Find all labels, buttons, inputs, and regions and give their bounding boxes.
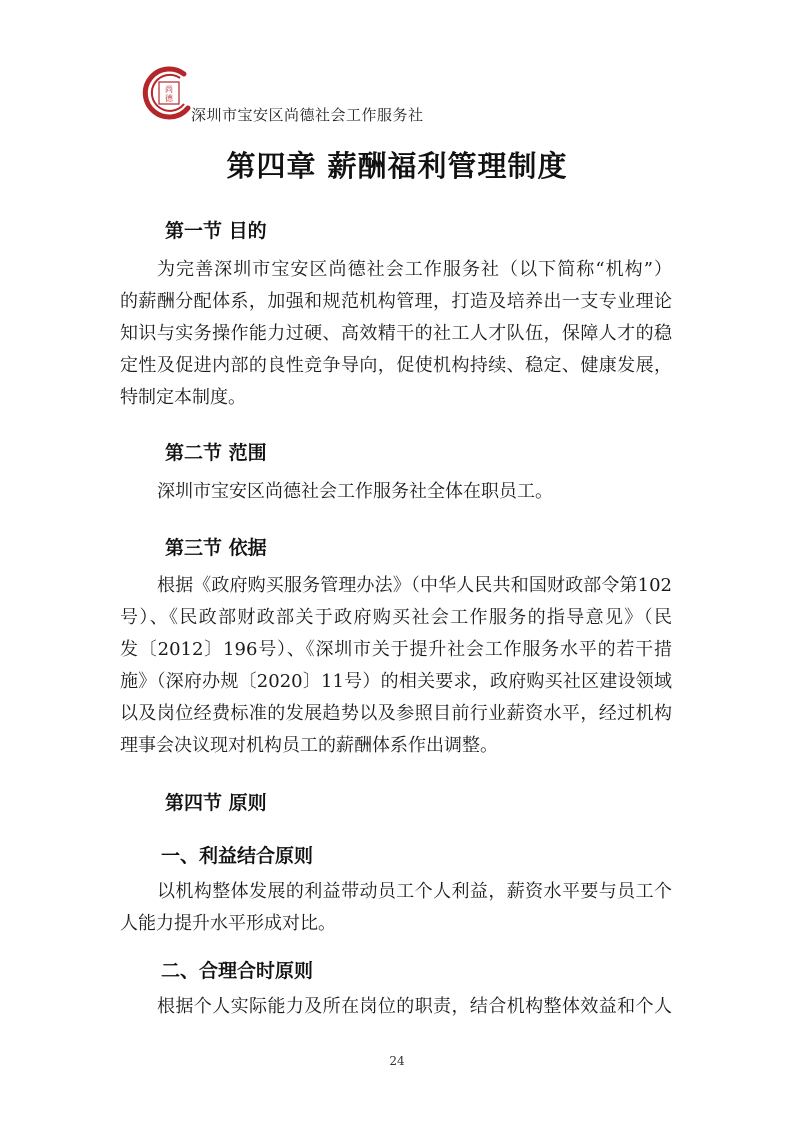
paragraph-line: 理事会决议现对机构员工的薪酬体系作出调整。 <box>120 735 498 756</box>
principle-heading-reasonable-timely: 二、合理合时原则 <box>161 960 314 982</box>
section-heading-basis: 第三节 依据 <box>165 537 267 559</box>
section-heading-principles: 第四节 原则 <box>165 792 267 814</box>
paragraph-line: 发〔2012〕196号）、《深圳市关于提升社会工作服务水平的若干措 <box>120 639 672 660</box>
paragraph-line: 根据个人实际能力及所在岗位的职责，结合机构整体效益和个人 <box>157 996 672 1017</box>
paragraph-line: 深圳市宝安区尚德社会工作服务社全体在职员工。 <box>157 481 553 502</box>
svg-text:德: 德 <box>165 94 173 103</box>
paragraph-line: 的薪酬分配体系，加强和规范机构管理，打造及培养出一支专业理论 <box>120 291 672 312</box>
page-header <box>140 64 560 126</box>
paragraph-line: 施》（深府办规〔2020〕11号）的相关要求，政府购买社区建设领域 <box>120 671 672 692</box>
section-heading-scope: 第二节 范围 <box>165 442 267 464</box>
page-number: 24 <box>389 1054 405 1068</box>
paragraph-line: 以机构整体发展的利益带动员工个人利益，薪资水平要与员工个 <box>157 881 672 902</box>
paragraph-line: 根据《政府购买服务管理办法》（中华人民共和国财政部令第102 <box>157 575 672 596</box>
paragraph-line: 定性及促进内部的良性竞争导向，促使机构持续、稳定、健康发展， <box>120 355 672 376</box>
paragraph-line: 知识与实务操作能力过硬、高效精干的社工人才队伍，保障人才的稳 <box>120 323 672 344</box>
paragraph-line: 以及岗位经费标准的发展趋势以及参照目前行业薪资水平，经过机构 <box>120 703 672 724</box>
chapter-title: 第四章 薪酬福利管理制度 <box>226 149 568 183</box>
svg-text:尚: 尚 <box>165 85 173 94</box>
organization-logo-icon <box>140 64 198 122</box>
organization-name: 深圳市宝安区尚德社会工作服务社 <box>191 106 424 124</box>
paragraph-line: 号）、《民政部财政部关于政府购买社会工作服务的指导意见》（民 <box>120 607 672 628</box>
section-heading-purpose: 第一节 目的 <box>165 220 267 242</box>
paragraph-line: 为完善深圳市宝安区尚德社会工作服务社（以下简称“机构”） <box>157 259 672 280</box>
paragraph-line: 特制定本制度。 <box>120 387 246 408</box>
principle-heading-interest-combination: 一、利益结合原则 <box>161 845 314 867</box>
paragraph-line: 人能力提升水平形成对比。 <box>120 913 336 934</box>
